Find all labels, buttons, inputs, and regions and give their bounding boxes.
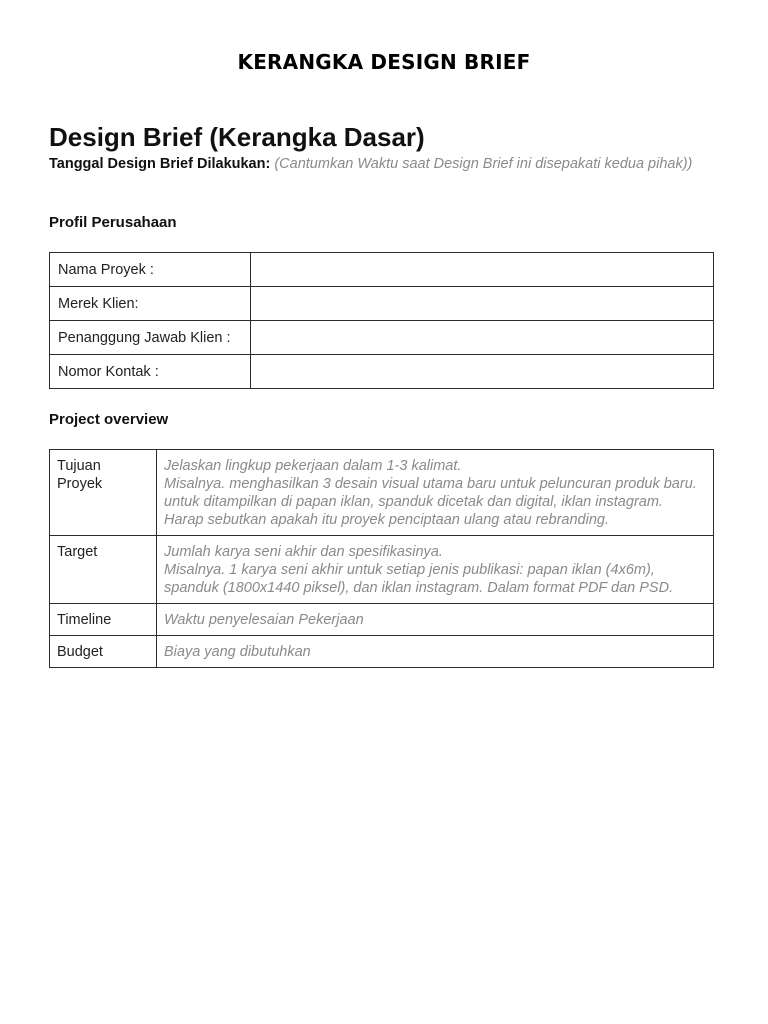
target-description[interactable] bbox=[157, 536, 714, 604]
brief-title: Design Brief (Kerangka Dasar) bbox=[49, 122, 425, 152]
project-name-field[interactable] bbox=[251, 253, 714, 287]
client-brand-label: Merek Klien: bbox=[50, 287, 251, 321]
budget-description[interactable] bbox=[157, 636, 714, 668]
table-row bbox=[50, 536, 714, 604]
description-line: Waktu penyelesaian Pekerjaan bbox=[164, 612, 364, 628]
contact-number-label: Nomor Kontak : bbox=[50, 355, 251, 389]
client-contact-person-label: Penanggung Jawab Klien : bbox=[50, 321, 251, 355]
table-row bbox=[50, 287, 714, 321]
table-row bbox=[50, 321, 714, 355]
table-row bbox=[50, 355, 714, 389]
client-contact-person-field[interactable] bbox=[251, 321, 714, 355]
brief-date-line bbox=[49, 155, 709, 173]
timeline-label: Timeline bbox=[50, 604, 157, 636]
overview-section-heading: Project overview bbox=[49, 411, 169, 428]
description-line: Jelaskan lingkup pekerjaan dalam 1-3 kalimat. bbox=[164, 458, 462, 474]
project-goal-description[interactable] bbox=[157, 450, 714, 536]
profile-section-heading: Profil Perusahaan bbox=[49, 214, 177, 231]
table-row bbox=[50, 253, 714, 287]
project-overview-table bbox=[49, 449, 714, 668]
timeline-description[interactable] bbox=[157, 604, 714, 636]
project-name-label: Nama Proyek : bbox=[50, 253, 251, 287]
page-heading: KERANGKA DESIGN BRIEF bbox=[237, 50, 531, 74]
description-line: Misalnya. menghasilkan 3 desain visual utama baru untuk peluncuran produk baru. untuk ditampilkan di papan iklan, spanduk dicetak dan digital, iklan instagram. bbox=[164, 476, 697, 510]
contact-number-field[interactable] bbox=[251, 355, 714, 389]
brief-date-label: Tanggal Design Brief Dilakukan: bbox=[49, 156, 271, 172]
project-goal-label: Tujuan Proyek bbox=[50, 450, 157, 536]
description-line: Biaya yang dibutuhkan bbox=[164, 644, 311, 660]
description-line: Jumlah karya seni akhir dan spesifikasinya. bbox=[164, 544, 443, 560]
company-profile-table bbox=[49, 252, 714, 389]
table-row bbox=[50, 450, 714, 536]
table-row bbox=[50, 604, 714, 636]
target-label: Target bbox=[50, 536, 157, 604]
brief-date-hint: (Cantumkan Waktu saat Design Brief ini disepakati kedua pihak)) bbox=[274, 156, 693, 172]
description-line: Harap sebutkan apakah itu proyek penciptaan ulang atau rebranding. bbox=[164, 512, 609, 528]
table-row bbox=[50, 636, 714, 668]
client-brand-field[interactable] bbox=[251, 287, 714, 321]
budget-label: Budget bbox=[50, 636, 157, 668]
description-line: Misalnya. 1 karya seni akhir untuk setiap jenis publikasi: papan iklan (4x6m), spanduk (1800x1440 piksel), dan iklan instagram. Dalam format PDF dan PSD. bbox=[164, 562, 674, 596]
